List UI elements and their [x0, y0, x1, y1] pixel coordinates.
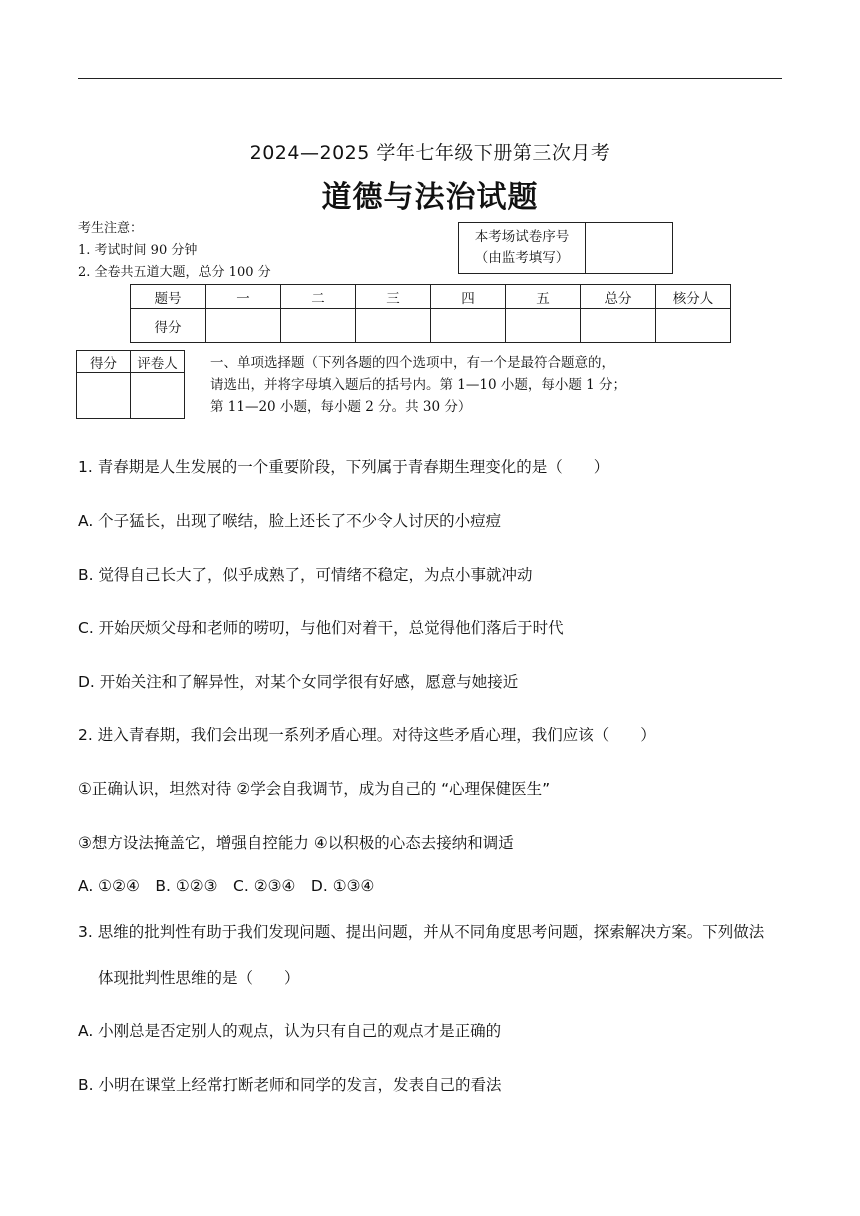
question-2-options: A. ①②④ B. ①②③ C. ②③④ D. ①③④	[78, 877, 375, 895]
score-header-cell: 题号	[131, 285, 206, 309]
paper-serial-box	[458, 222, 673, 274]
score-cell[interactable]	[206, 309, 281, 343]
question-3-continued: 体现批判性思维的是（ ）	[98, 969, 300, 987]
question-3-option-b: B. 小明在课堂上经常打断老师和同学的发言，发表自己的看法	[78, 1076, 502, 1094]
score-cell[interactable]	[281, 309, 356, 343]
score-cell[interactable]	[656, 309, 731, 343]
question-1-option-a: A. 个子猛长，出现了喉结，脸上还长了不少令人讨厌的小痘痘	[78, 512, 502, 530]
grader-name-label: 评卷人	[131, 351, 185, 373]
question-2-statements-1: ①正确认识，坦然对待 ②学会自我调节，成为自己的 “心理保健医生”	[78, 780, 551, 798]
serial-value-cell[interactable]	[586, 223, 673, 274]
score-row-label: 得分	[131, 309, 206, 343]
serial-label	[459, 223, 586, 274]
notice-item-2: 2. 全卷共五道大题，总分 100 分	[78, 265, 271, 280]
score-header-cell: 一	[206, 285, 281, 309]
grader-box	[76, 350, 185, 419]
section-1-line: 请选出，并将字母填入题后的括号内。第 1—10 小题，每小题 1 分；	[210, 377, 627, 393]
score-cell[interactable]	[581, 309, 656, 343]
question-3: 3. 思维的批判性有助于我们发现问题、提出问题，并从不同角度思考问题，探索解决方案。下列做法	[78, 923, 765, 941]
question-1-option-d: D. 开始关注和了解异性，对某个女同学很有好感，愿意与她接近	[78, 673, 519, 691]
candidate-notice	[78, 218, 271, 284]
score-header-cell: 五	[506, 285, 581, 309]
notice-heading: 考生注意：	[78, 221, 144, 236]
top-rule	[78, 78, 782, 79]
serial-label-line2: （由监考填写）	[474, 250, 570, 266]
question-2: 2. 进入青春期，我们会出现一系列矛盾心理。对待这些矛盾心理，我们应该（ ）	[78, 726, 656, 744]
exam-subtitle: 2024—2025 学年七年级下册第三次月考	[249, 142, 611, 164]
serial-label-line1: 本考场试卷序号	[474, 229, 570, 245]
score-header-cell: 核分人	[656, 285, 731, 309]
section-1-line: 第 11—20 小题，每小题 2 分。共 30 分）	[210, 399, 472, 415]
question-3-option-a: A. 小刚总是否定别人的观点，认为只有自己的观点才是正确的	[78, 1022, 502, 1040]
question-1-option-c: C. 开始厌烦父母和老师的唠叨，与他们对着干，总觉得他们落后于时代	[78, 619, 564, 637]
exam-title: 道德与法治试题	[321, 180, 539, 215]
score-header-cell: 三	[356, 285, 431, 309]
score-header-cell: 二	[281, 285, 356, 309]
grader-name-cell[interactable]	[131, 373, 185, 419]
grader-score-cell[interactable]	[77, 373, 131, 419]
score-header-cell: 四	[431, 285, 506, 309]
notice-item-1: 1. 考试时间 90 分钟	[78, 243, 198, 258]
question-1: 1. 青春期是人生发展的一个重要阶段，下列属于青春期生理变化的是（ ）	[78, 458, 610, 476]
grader-score-label: 得分	[77, 351, 131, 373]
score-cell[interactable]	[506, 309, 581, 343]
score-header-cell: 总分	[581, 285, 656, 309]
score-cell[interactable]	[431, 309, 506, 343]
section-1-line: 一、单项选择题（下列各题的四个选项中，有一个是最符合题意的，	[210, 355, 615, 371]
score-table	[130, 284, 731, 343]
section-1-instructions	[210, 352, 626, 418]
question-1-option-b: B. 觉得自己长大了，似乎成熟了，可情绪不稳定，为点小事就冲动	[78, 566, 533, 584]
score-cell[interactable]	[356, 309, 431, 343]
question-2-statements-2: ③想方设法掩盖它，增强自控能力 ④以积极的心态去接纳和调适	[78, 834, 514, 852]
